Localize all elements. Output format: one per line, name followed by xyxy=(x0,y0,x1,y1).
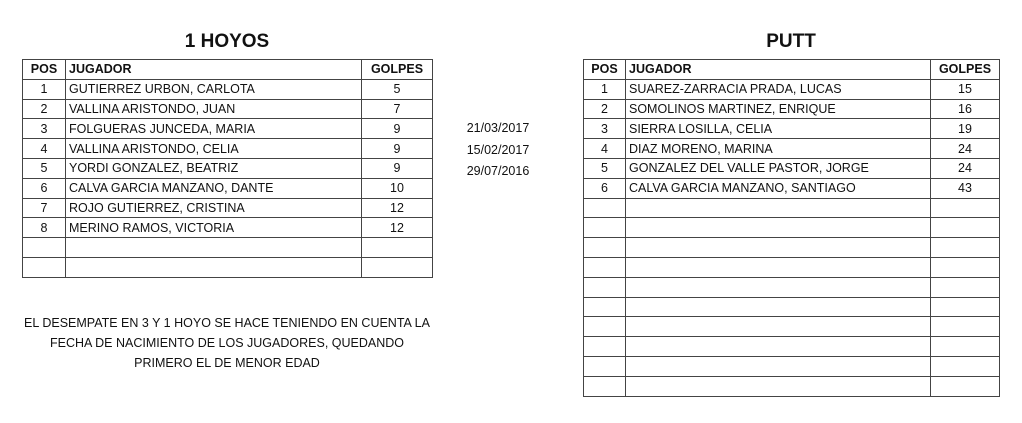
cell-player: CALVA GARCIA MANZANO, DANTE xyxy=(66,178,362,198)
cell-pos xyxy=(584,297,626,317)
cell-player: CALVA GARCIA MANZANO, SANTIAGO xyxy=(626,178,931,198)
cell-player xyxy=(66,257,362,277)
cell-pos: 2 xyxy=(23,99,66,119)
tiebreak-note: EL DESEMPATE EN 3 Y 1 HOYO SE HACE TENIENDO EN CUENTA LA FECHA DE NACIMIENTO DE LOS JUGADORES, QUEDANDO PRIMERO EL DE MENOR EDAD xyxy=(24,316,430,370)
cell-player xyxy=(626,317,931,337)
cell-player: VALLINA ARISTONDO, CELIA xyxy=(66,139,362,159)
cell-player: GONZALEZ DEL VALLE PASTOR, JORGE xyxy=(626,158,931,178)
table-row xyxy=(584,218,1000,238)
cell-pos xyxy=(584,376,626,396)
cell-strokes xyxy=(362,238,433,258)
cell-player xyxy=(626,356,931,376)
cell-pos xyxy=(23,238,66,258)
cell-strokes xyxy=(931,376,1000,396)
cell-pos: 3 xyxy=(23,119,66,139)
cell-strokes: 9 xyxy=(362,139,433,159)
cell-player: GUTIERREZ URBON, CARLOTA xyxy=(66,79,362,99)
cell-strokes: 9 xyxy=(362,158,433,178)
table-row xyxy=(23,218,433,238)
cell-strokes: 10 xyxy=(362,178,433,198)
table-row xyxy=(584,257,1000,277)
cell-pos: 4 xyxy=(23,139,66,159)
cell-player xyxy=(626,218,931,238)
table-row xyxy=(23,178,433,198)
cell-player: MERINO RAMOS, VICTORIA xyxy=(66,218,362,238)
cell-player: SUAREZ-ZARRACIA PRADA, LUCAS xyxy=(626,79,931,99)
cell-pos xyxy=(584,257,626,277)
header-pos: POS xyxy=(23,60,66,80)
table-row xyxy=(23,257,433,277)
cell-player: VALLINA ARISTONDO, JUAN xyxy=(66,99,362,119)
table-row xyxy=(23,139,433,159)
header-strokes: GOLPES xyxy=(931,60,1000,80)
cell-strokes: 5 xyxy=(362,79,433,99)
cell-strokes xyxy=(931,198,1000,218)
cell-pos: 3 xyxy=(584,119,626,139)
cell-pos xyxy=(23,257,66,277)
cell-strokes xyxy=(931,297,1000,317)
cell-player: SOMOLINOS MARTINEZ, ENRIQUE xyxy=(626,99,931,119)
cell-pos: 1 xyxy=(23,79,66,99)
cell-pos xyxy=(584,218,626,238)
birth-date: 21/03/2017 xyxy=(466,121,530,135)
table-row xyxy=(584,337,1000,357)
birth-date: 29/07/2016 xyxy=(466,164,530,178)
header-row xyxy=(584,60,1000,80)
table-row xyxy=(23,119,433,139)
table-row xyxy=(584,79,1000,99)
cell-pos: 8 xyxy=(23,218,66,238)
header-row xyxy=(23,60,433,80)
cell-strokes: 12 xyxy=(362,198,433,218)
cell-strokes xyxy=(931,356,1000,376)
table-row xyxy=(23,158,433,178)
cell-player xyxy=(626,376,931,396)
cell-player xyxy=(626,257,931,277)
cell-strokes xyxy=(931,257,1000,277)
cell-pos xyxy=(584,356,626,376)
cell-strokes: 19 xyxy=(931,119,1000,139)
cell-strokes: 16 xyxy=(931,99,1000,119)
cell-pos: 4 xyxy=(584,139,626,159)
cell-strokes xyxy=(931,218,1000,238)
cell-strokes xyxy=(931,238,1000,258)
cell-player: DIAZ MORENO, MARINA xyxy=(626,139,931,159)
cell-player xyxy=(626,337,931,357)
cell-strokes: 9 xyxy=(362,119,433,139)
table-row xyxy=(584,356,1000,376)
cell-player xyxy=(626,277,931,297)
table-row xyxy=(23,79,433,99)
cell-strokes xyxy=(931,317,1000,337)
cell-player: FOLGUERAS JUNCEDA, MARIA xyxy=(66,119,362,139)
cell-player xyxy=(626,238,931,258)
cell-strokes: 24 xyxy=(931,139,1000,159)
cell-pos xyxy=(584,198,626,218)
table-row xyxy=(584,238,1000,258)
cell-pos: 5 xyxy=(23,158,66,178)
header-pos: POS xyxy=(584,60,626,80)
results-table-putt xyxy=(583,59,1000,397)
cell-pos xyxy=(584,238,626,258)
table-row xyxy=(584,119,1000,139)
table-row xyxy=(584,139,1000,159)
cell-pos xyxy=(584,337,626,357)
table-row xyxy=(584,178,1000,198)
cell-pos: 7 xyxy=(23,198,66,218)
table-title-1-hoyos: 1 HOYOS xyxy=(184,31,270,52)
table-row xyxy=(584,198,1000,218)
cell-pos: 6 xyxy=(584,178,626,198)
cell-player xyxy=(66,238,362,258)
cell-strokes: 24 xyxy=(931,158,1000,178)
header-player: JUGADOR xyxy=(66,60,362,80)
cell-strokes xyxy=(362,257,433,277)
cell-player: SIERRA LOSILLA, CELIA xyxy=(626,119,931,139)
cell-strokes: 12 xyxy=(362,218,433,238)
table-row xyxy=(584,99,1000,119)
table-row xyxy=(584,158,1000,178)
cell-pos xyxy=(584,317,626,337)
cell-strokes: 43 xyxy=(931,178,1000,198)
cell-pos: 2 xyxy=(584,99,626,119)
cell-player xyxy=(626,297,931,317)
cell-pos: 6 xyxy=(23,178,66,198)
table-row xyxy=(584,317,1000,337)
cell-strokes: 15 xyxy=(931,79,1000,99)
table-row xyxy=(23,99,433,119)
cell-strokes: 7 xyxy=(362,99,433,119)
cell-strokes xyxy=(931,337,1000,357)
table-row xyxy=(23,238,433,258)
header-player: JUGADOR xyxy=(626,60,931,80)
birth-date: 15/02/2017 xyxy=(466,143,530,157)
table-row xyxy=(584,376,1000,396)
table-row xyxy=(23,198,433,218)
results-table-1-hoyos xyxy=(22,59,433,278)
cell-player: ROJO GUTIERREZ, CRISTINA xyxy=(66,198,362,218)
header-strokes: GOLPES xyxy=(362,60,433,80)
cell-pos: 5 xyxy=(584,158,626,178)
table-row xyxy=(584,297,1000,317)
cell-pos: 1 xyxy=(584,79,626,99)
table-title-putt: PUTT xyxy=(766,31,816,52)
cell-strokes xyxy=(931,277,1000,297)
cell-player: YORDI GONZALEZ, BEATRIZ xyxy=(66,158,362,178)
cell-pos xyxy=(584,277,626,297)
table-row xyxy=(584,277,1000,297)
cell-player xyxy=(626,198,931,218)
